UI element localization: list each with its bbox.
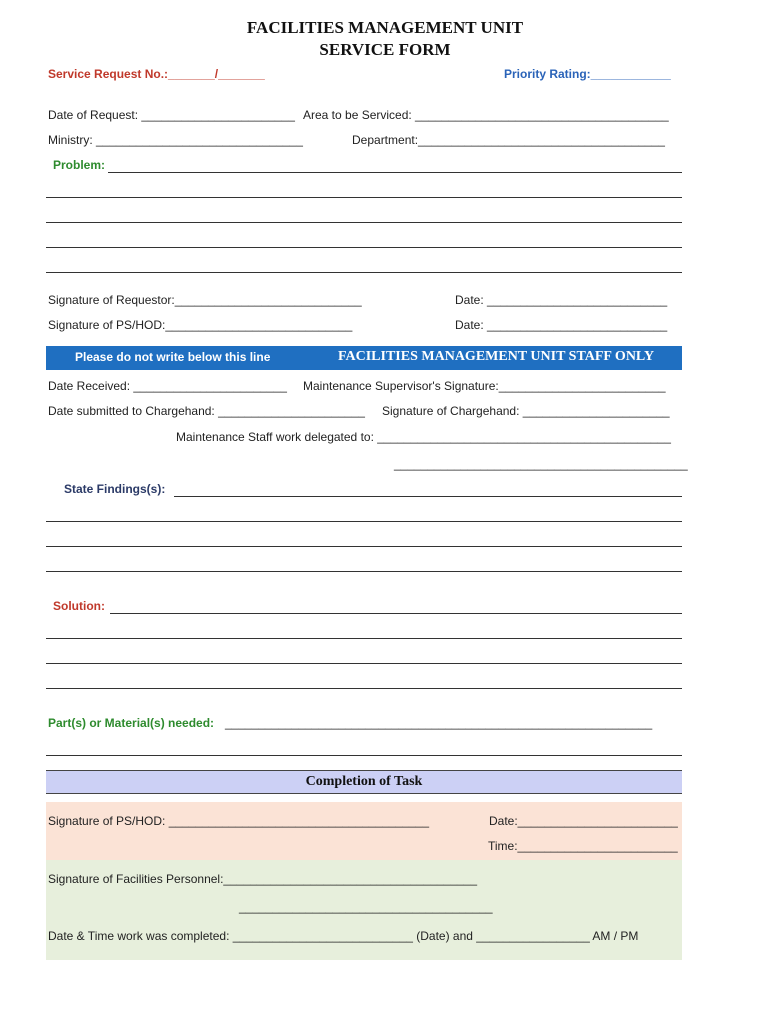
findings-line[interactable] [174, 496, 682, 497]
findings-line[interactable] [46, 521, 682, 522]
requestor-signature-field[interactable]: Signature of Requestor:____________________________ [48, 293, 362, 307]
date-chargehand-field[interactable]: Date submitted to Chargehand: ______________________ [48, 404, 365, 418]
problem-line[interactable] [108, 172, 682, 173]
solution-label: Solution: [53, 599, 105, 613]
form-title: FACILITIES MANAGEMENT UNIT [246, 18, 524, 37]
findings-line[interactable] [46, 546, 682, 547]
parts-field[interactable]: ________________________________________________________________ [225, 716, 653, 730]
department-field[interactable]: Department:_____________________________________ [352, 133, 665, 147]
chargehand-signature-field[interactable]: Signature of Chargehand: ______________________ [382, 404, 670, 418]
facilities-personnel-signature-field[interactable]: Signature of Facilities Personnel:______________________________________ [48, 872, 478, 886]
date-of-request-field[interactable]: Date of Request: _______________________ [48, 108, 295, 122]
date-time-completed-field[interactable]: Date & Time work was completed: ___________________________ (Date) and _________________ AM / PM [48, 929, 639, 943]
do-not-write-notice: Please do not write below this line [75, 350, 271, 364]
completion-heading-bar [46, 770, 682, 794]
service-request-number-field[interactable]: Service Request No.:_______/_______ [48, 67, 265, 81]
staff-only-heading: FACILITIES MANAGEMENT UNIT STAFF ONLY [338, 349, 655, 364]
findings-label: State Findings(s): [64, 482, 166, 496]
ps-hod-signature-field[interactable]: Signature of PS/HOD:____________________________ [48, 318, 353, 332]
area-serviced-field[interactable]: Area to be Serviced: ______________________________________ [303, 108, 669, 122]
ministry-field[interactable]: Ministry: _______________________________ [48, 133, 303, 147]
problem-line[interactable] [46, 247, 682, 248]
completion-heading: Completion of Task [305, 774, 423, 789]
delegated-staff-line[interactable]: ____________________________________________ [394, 457, 688, 471]
ps-hod-date-field[interactable]: Date: ___________________________ [455, 318, 668, 332]
requestor-date-field[interactable]: Date: ___________________________ [455, 293, 668, 307]
problem-line[interactable] [46, 222, 682, 223]
completion-ps-hod-signature-field[interactable]: Signature of PS/HOD: _______________________________________ [48, 814, 429, 828]
findings-line[interactable] [46, 571, 682, 572]
priority-rating-field[interactable]: Priority Rating:____________ [504, 67, 671, 81]
date-received-field[interactable]: Date Received: _______________________ [48, 379, 287, 393]
solution-line[interactable] [110, 613, 682, 614]
form-subtitle: SERVICE FORM [319, 40, 451, 59]
problem-line[interactable] [46, 272, 682, 273]
solution-line[interactable] [46, 663, 682, 664]
completion-date-field[interactable]: Date:________________________ [489, 814, 678, 828]
problem-line[interactable] [46, 197, 682, 198]
staff-only-banner [46, 346, 682, 370]
solution-line[interactable] [46, 688, 682, 689]
delegated-staff-field[interactable]: Maintenance Staff work delegated to: ____________________________________________ [176, 430, 671, 444]
problem-label: Problem: [53, 158, 106, 172]
parts-line[interactable] [46, 755, 682, 756]
solution-line[interactable] [46, 638, 682, 639]
supervisor-signature-field[interactable]: Maintenance Supervisor's Signature:_________________________ [303, 379, 666, 393]
parts-label: Part(s) or Material(s) needed: [48, 716, 215, 730]
facilities-personnel-line[interactable]: ______________________________________ [239, 900, 493, 914]
completion-time-field[interactable]: Time:________________________ [488, 839, 678, 853]
